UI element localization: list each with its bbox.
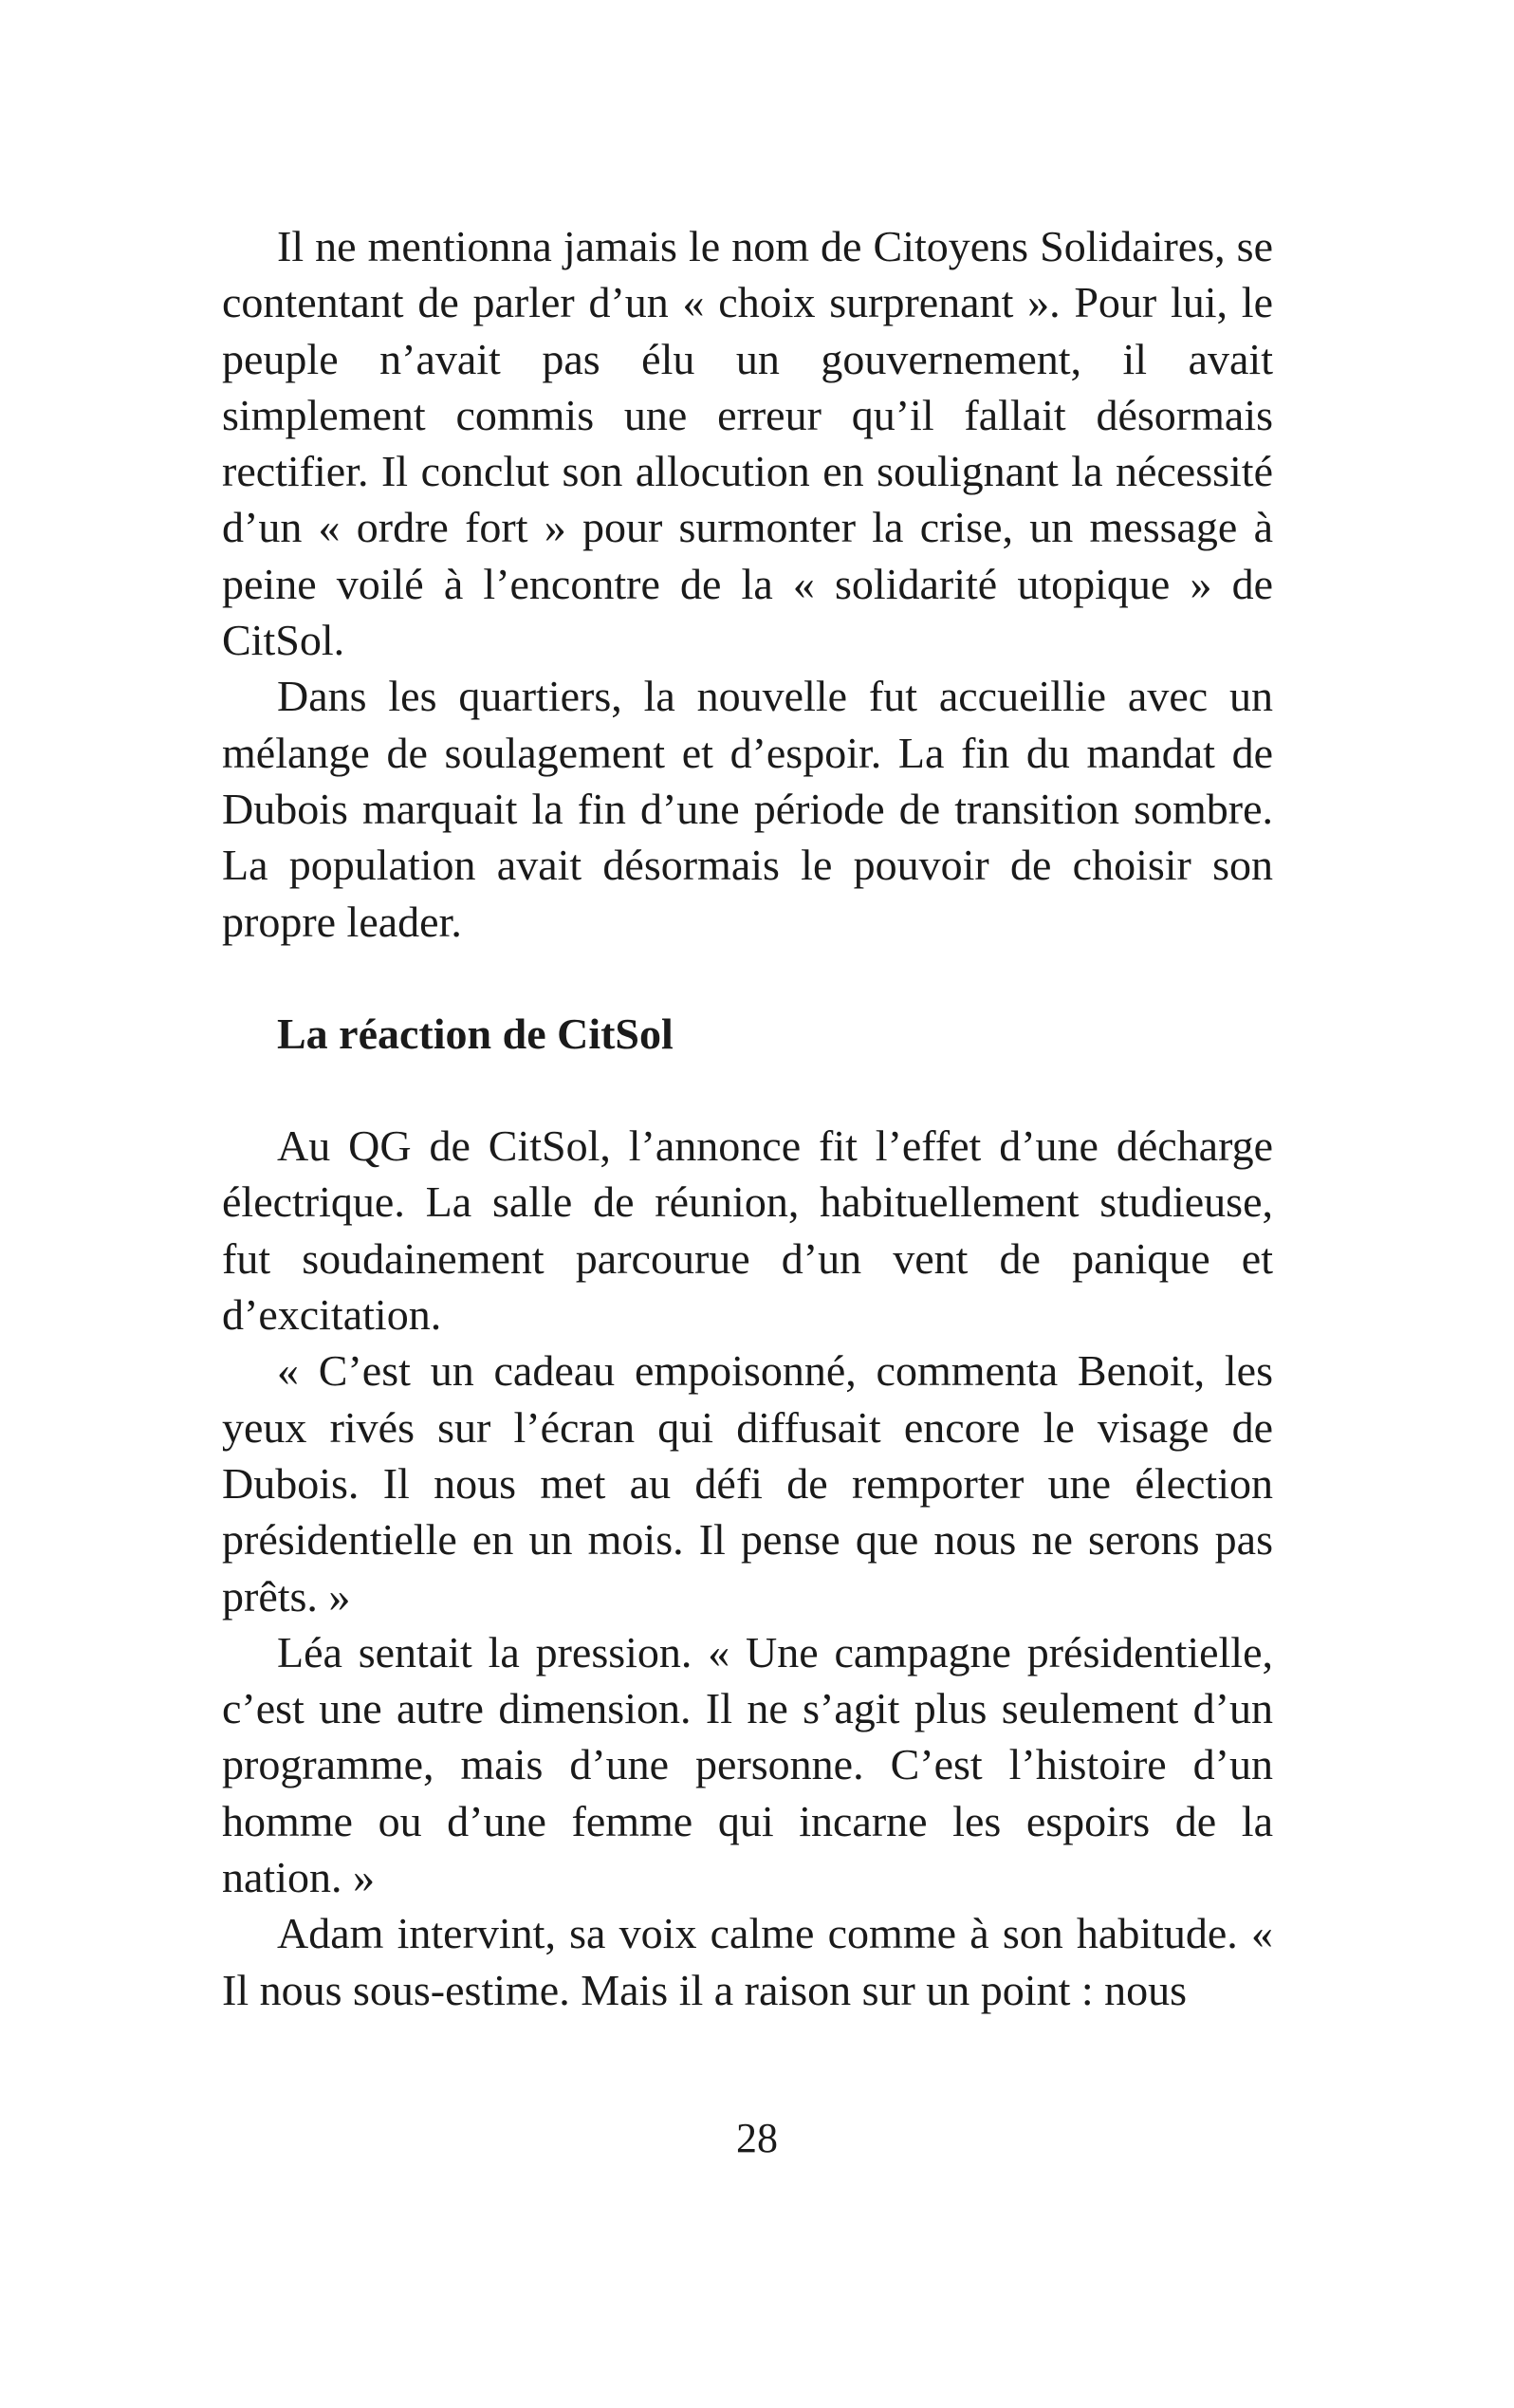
paragraph: Adam intervint, sa voix calme comme à son habitude. « Il nous sous-estime. Mais il a raison sur un point : nous [222,1909,1273,2014]
section-heading: La réaction de CitSol [277,1009,674,1058]
paragraph: Dans les quartiers, la nouvelle fut accueillie avec un mélange de soulagement et d’espoir. La fin du mandat de Dubois marquait la fin d’une période de transition sombre. La population avait désormais le pouvoir de choisir son propre leader. [222,672,1273,946]
paragraph: Au QG de CitSol, l’annonce fit l’effet d’une décharge électrique. La salle de réunion, habituellement studieuse, fut soudainement parcourue d’un vent de panique et d’excitation. [222,1121,1273,1340]
paragraph: « C’est un cadeau empoisonné, commenta Benoit, les yeux rivés sur l’écran qui diffusait encore le visage de Dubois. Il nous met au défi de remporter une élection présidentielle en un mois. Il pense que nous ne serons pas prêts. » [222,1346,1273,1621]
paragraph: Il ne mentionna jamais le nom de Citoyens Solidaires, se contentant de parler d’un « choix surprenant ». Pour lui, le peuple n’avait pas élu un gouvernement, il avait simplement commis une erreur qu’il fallait désormais rectifier. Il conclut son allocution en soulignant la nécessité d’un « ordre fort » pour surmonter la crise, un message à peine voilé à l’encontre de la « solidarité utopique » de CitSol. [222,222,1273,665]
page-body [222,218,1273,2018]
paragraph: Léa sentait la pression. « Une campagne présidentielle, c’est une autre dimension. Il ne s’agit plus seulement d’un programme, mais d’une personne. C’est l’histoire d’un homme ou d’une femme qui incarne les espoirs de la nation. » [222,1627,1273,1902]
page-number: 28 [736,2115,778,2161]
